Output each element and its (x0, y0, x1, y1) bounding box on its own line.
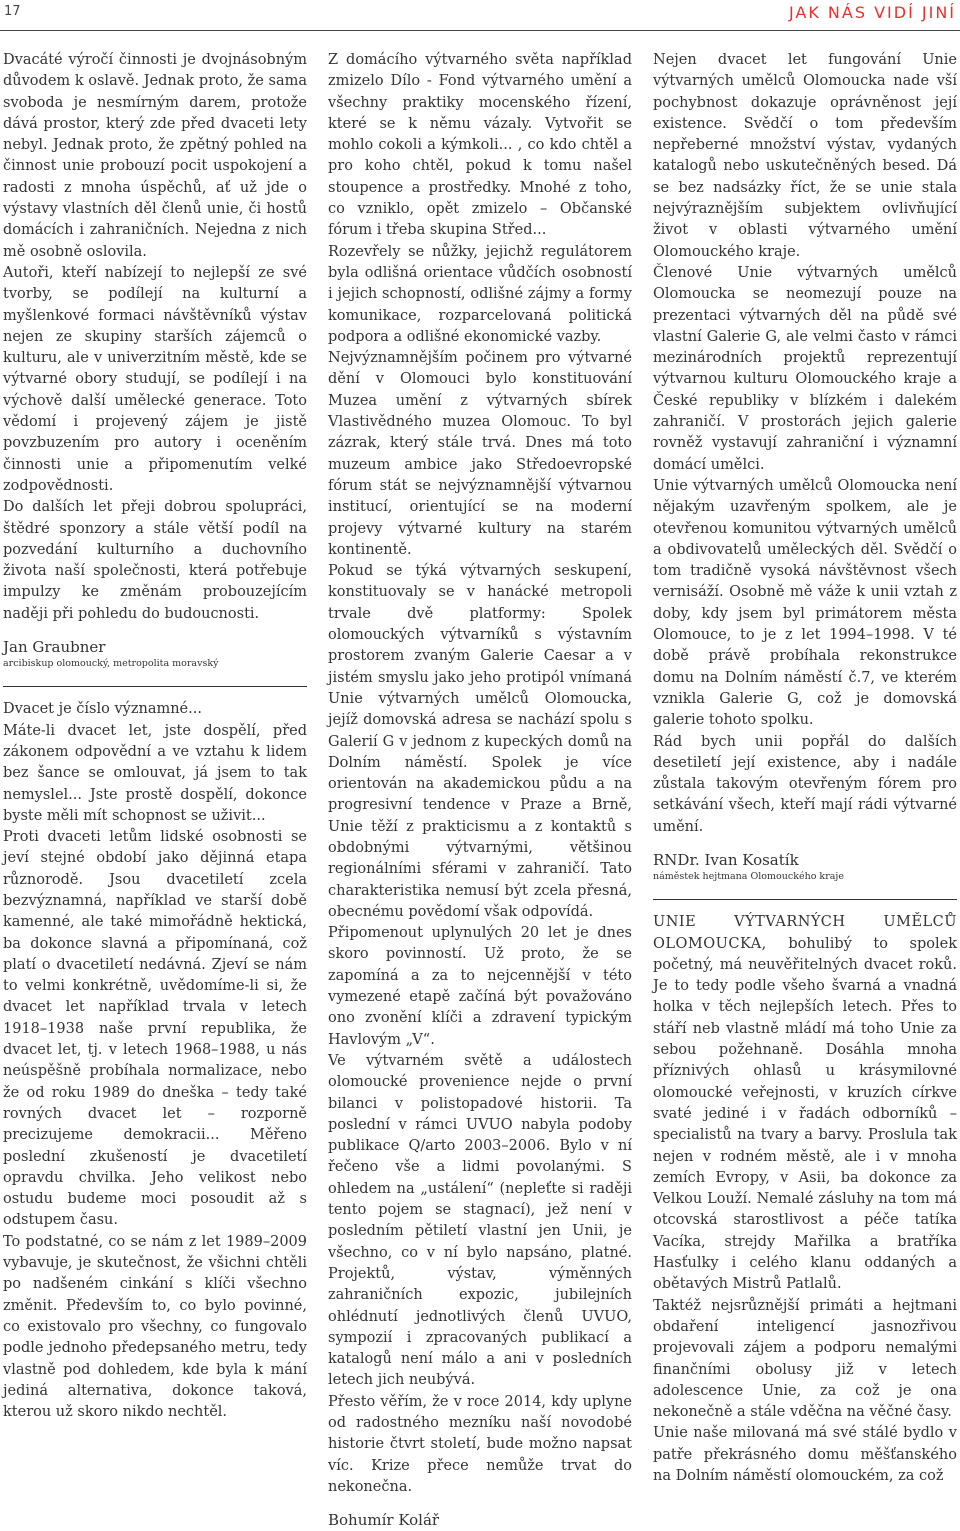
paragraph (653, 912, 957, 1295)
paragraph: Unie naše milovaná má své stálé bydlo v patře překrásného domu měšťanského na Dolním náměstí olomouckém, za což (653, 1425, 957, 1484)
page-number: 17 (4, 4, 21, 19)
section-divider (653, 899, 957, 900)
paragraph: To podstatné, co se nám z let 1989–2009 vybavuje, je skutečnost, že všichni chtěli po nadšeném cinkání s klíči všechno změnit. Především to, co bylo povinné, co existovalo pro všechny, co fungovalo podle jednoho předepsaného metru, tedy vlastně pod dohledem, kde byla k mání jediná alternativa, dokonce taková, kterou už skoro nikdo nechtěl. (3, 1233, 307, 1421)
paragraph: Z domácího výtvarného světa například zmizelo Dílo - Fond výtvarného umění a všechny praktiky mocenského řízení, které se k němu vázaly. Vytvořit se mohlo cokoli a kýmkoli... , co kdo chtěl a pro koho chtěl, pokud k tomu našel stoupence a prostředky. Mnohé z toho, co vzniklo, opět zmizelo – Občanské fórum i třeba skupina Střed... (328, 52, 632, 239)
signature-name: RNDr. Ivan Kosatík (653, 850, 799, 869)
column-right (653, 50, 957, 1487)
paragraph: Do dalších let přeji dobrou spolupráci, štědré sponzory a stále větší podíl na pozvedání kulturního a duchovního života naší společnosti, která potřebuje impulzy ke změnám probouzejícím naději při pohledu do budoucnosti. (3, 499, 307, 622)
paragraph: Proti dvaceti letům lidské osobnosti se jeví stejné období jako dějinná etapa různorodě. Jsou dvacetiletí zcela bezvýznamná, například ve starší době kamenné, ale také mimořádně hektická, ba dokonce slavná a připomínaná, což platí o dvacetiletí nedávná. Zjeví se nám to velmi konkrétně, uvědomíme-li si, že dvacet let například trvala v letech 1918–1938 naše první republika, že dvacet let, tj. v letech 1968–1988, u nás neúspěšně probíhala normalizace, nebo že od roku 1989 do dneška – tedy také rovných dvacet let – rozporně precizujeme demokracii... Měřeno poslední zkušeností je dvacetiletí opravdu chvilka. Jeho velikost nebo ostudu budeme moci posoudit až s odstupem času. (3, 829, 307, 1229)
paragraph: Přesto věřím, že v roce 2014, kdy uplyne od radostného mezníku naší novodobé historie čtvrt století, bude možno napsat víc. Krize přece nemůže trvat do nekonečna. (328, 1393, 632, 1495)
paragraph: Ve výtvarném světě a událostech olomoucké provenience nejde o první bilanci v polistopadové historii. Ta poslední v rámci UVUO nabyla podoby publikace Q/arto 2003–2006. Bylo v ní řečeno vše a lidmi povolanými. S ohledem na „ustálení“ (nepleťte si raději tento pojem se stagnací), jež není v posledním pětiletí vlastní jen Unii, je všechno, co v ní bylo napsáno, platné. Projektů, výstav, výměnných zahraničních expozic, jubilejních ohlédnutí jednotlivých členů UVUO, sympozií i zpracovaných publikací a katalogů není málo a ani v posledních letech jich neubývá. (328, 1052, 632, 1389)
section-divider (3, 686, 307, 687)
paragraph: Máte-li dvacet let, jste dospělí, před zákonem odpovědní a ve vztahu k lidem bez šance se omlouvat, já jsem to tak nemyslel... Jste prostě dospělí, dokonce byste měli mít schopnost se uživit... (3, 722, 307, 824)
signature-role: arcibiskup olomoucký, metropolita moravský (3, 658, 219, 670)
paragraph: Autoři, kteří nabízejí to nejlepší ze své tvorby, se podílejí na kulturní a myšlenkové formaci návštěvníků výstav nejen ze skupiny starších zájemců o kulturu, ale v univerzitním městě, kde se výtvarné obory studují, se podílejí i na výchově další umělecké generace. Toto vědomí i projevený zájem je jistě povzbuzením pro autory i oceněním činnosti unie a připomenutím velké zodpovědnosti. (3, 264, 307, 494)
paragraph: Rád bych unii popřál do dalších desetiletí její existence, aby i nadále zůstala takovým otevřeným fórem pro setkávání všech, kteří mají rádi výtvarné umění. (653, 733, 957, 835)
running-header: JAK NÁS VIDÍ JINÍ (788, 3, 956, 22)
paragraph: Nejvýznamnějším počinem pro výtvarné dění v Olomouci bylo konstituování Muzea umění z výtvarných sbírek Vlastivědného muzea Olomouc. To byl zázrak, který stále trvá. Dnes má toto muzeum ambice jako Středoevropské fórum stát se nejvýznamnější výtvarnou institucí, orientující se na moderní projevy výtvarné kultury na starém kontinentě. (328, 350, 632, 558)
paragraph: Unie výtvarných umělců Olomoucka není nějakým uzavřeným spolkem, ale je otevřenou komunitou výtvarných umělců a obdivovatelů uměleckých děl. Svědčí o tom tradičně vysoká návštěvnost všech vernisáží. Osobně mě váže k unii vztah z doby, kdy jsem byl primátorem města Olomouce, to je z let 1994–1998. V té době právě probíhala rekonstrukce domu na Dolním náměstí č.7, ve kterém vznikla Galerie G, což je domovská galerie tohoto spolku. (653, 477, 957, 729)
paragraph: Dvacet je číslo významné... (3, 701, 202, 718)
paragraph: Taktéž nejsrůznější primáti a hejtmani obdaření inteligencí jasnozřivou projevovali zájem a podporu nemalými finančními obolusy již v letech adolescence Unie, za což je ona nekonečně a stále vděčna na věčné časy. (653, 1297, 957, 1421)
caps-lead: UNIE VÝTVARNÝCH UMĚLCŮ OLOMOUCKA, (653, 914, 957, 952)
signature-name: Jan Graubner (3, 638, 106, 657)
paragraph: Dvacáté výročí činnosti je dvojnásobným důvodem k oslavě. Jednak proto, že sama svoboda je nesmírným darem, protože dává prostor, který zde před dvaceti lety nebyl. Jednak proto, že zpětný pohled na činnost unie probouzí pocit uspokojení a radosti z mnoha úspěchů, ať už jde o výstavy vlastních děl členů unie, či hostů domácích i zahraničních. Nejedna z nich mě osobně oslovila. (3, 52, 307, 260)
paragraph: Členové Unie výtvarných umělců Olomoucka se neomezují pouze na prezentaci výtvarných děl na půdě své vlastní Galerie G, ale velmi často v rámci mezinárodních projektů reprezentují výtvarnou kulturu Olomouckého kraje a České republiky v blízkém i dalekém zahraničí. V prostorách jejich galerie rovněž vystavují zahraniční i významní domácí umělci. (653, 264, 957, 473)
column-middle (328, 50, 632, 1531)
paragraph-text: bohulibý to spolek početný, má neuvěřitelných dvacet roků. Je to tedy podle všeho švarná a vnadná holka v těch nejlepších letech. Přes to stáří neb vlastně mládí má toho Unie za sebou požehnaně. Dosáhla mnoha příznivých ohlasů u krásymilovné olomoucké veřejnosti, v kruzích církve svaté jediné i v řadách odborníků – specialistů na tvary a barvy. Proslula tak nejen v rodném městě, ale i v mnoha zemích Evropy, v Asii, ba dokonce za Velkou Louží. Nemalé zásluhy na tom má otcovská starostlivost a péče tatíka Vacíka, strejdy Mařilka a bratříka Hasťulky i celého klanu oddaných a obětavých Mistrů Patlalů. (653, 935, 957, 1293)
header-rule (0, 30, 960, 31)
paragraph: Rozevřely se nůžky, jejichž regulátorem byla odlišná orientace vůdčích osobností i jejich schopností, odlišné zájmy a formy komunikace, rozparcelovaná politická podpora a odlišné ekonomické vazby. (328, 243, 632, 345)
column-left (3, 50, 307, 1423)
paragraph: Nejen dvacet let fungování Unie výtvarných umělců Olomoucka nade vší pochybnost dokazuje oprávněnost její existence. Svědčí o tom především nepřeberné množství výstav, vydaných katalogů nebo uskutečněných besed. Dá se bez nadsázky říct, že se unie stala nejvýraznějším subjektem ovlivňující život v oblasti výtvarného umění Olomouckého kraje. (653, 52, 957, 260)
paragraph: Připomenout uplynulých 20 let je dnes skoro povinností. Už proto, že se zapomíná a za to nejcennější v této vymezené etapě začíná být považováno ono zvonění klíči a zdravení typickým Havlovým „V“. (328, 925, 632, 1048)
paragraph: Pokud se týká výtvarných seskupení, konstituovaly se v hanácké metropoli trvale dvě platformy: Spolek olomouckých výtvarníků s výstavním prostorem zvaným Galerie Caesar a v jistém smyslu jako jeho protipól vnímaná Unie výtvarných umělců Olomoucka, jejíž domovská adresa se nachází spolu s Galerií G v jednom z kupeckých domů na Dolním náměstí. Spolek je více orientován na akademickou půdu a na progresivní tendence v Praze a Brně, Unie těží z prakticismu a z kontaktů s obdobnými výtvarnými, většinou regionálními sférami v zahraničí. Tato charakteristika nemusí být zcela přesná, obecnému povědomí však odpovídá. (328, 563, 632, 920)
signature-name: Bohumír Kolář (328, 1511, 440, 1530)
signature-role: náměstek hejtmana Olomouckého kraje (653, 871, 844, 883)
